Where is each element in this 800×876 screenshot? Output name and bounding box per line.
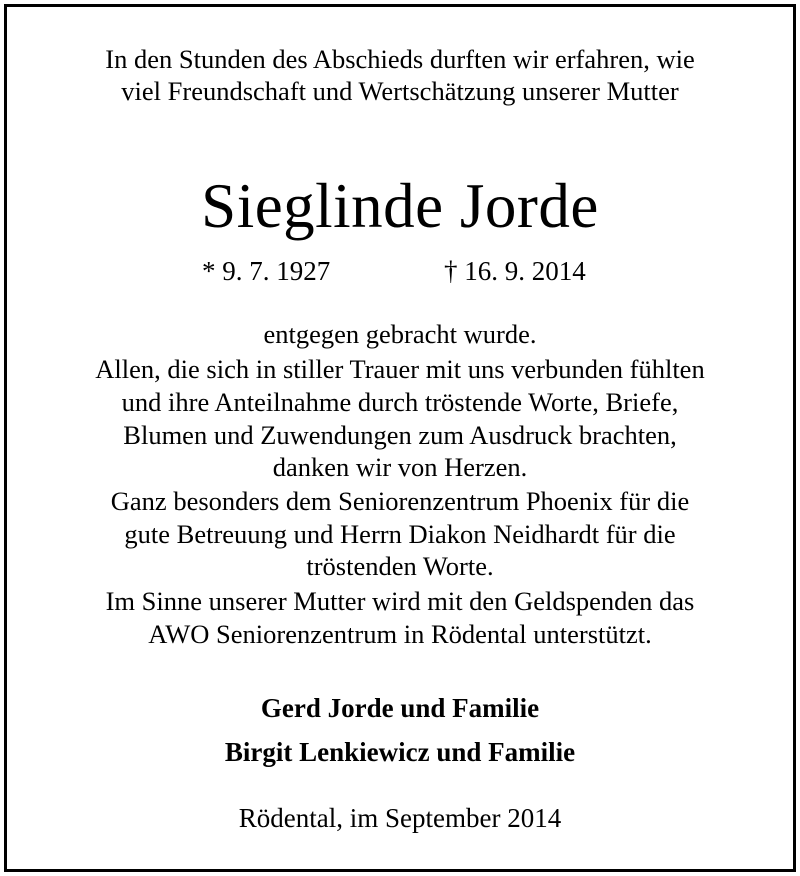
body-line: entgegen gebracht wurde.	[263, 319, 537, 349]
body-line: gute Betreuung und Herrn Diakon Neidhardt für die	[124, 519, 676, 549]
body-line: tröstenden Worte.	[306, 551, 494, 581]
signatory: Gerd Jorde und Familie	[260, 693, 540, 723]
body-line: Blumen und Zuwendungen zum Ausdruck brachten,	[123, 420, 677, 450]
death-date: † 16. 9. 2014	[444, 256, 586, 286]
intro-line: In den Stunden des Abschieds durften wir erfahren, wie	[105, 44, 695, 74]
body-line: AWO Seniorenzentrum in Rödental unterstützt.	[148, 619, 652, 649]
intro-line: viel Freundschaft und Wertschätzung unserer Mutter	[121, 76, 679, 106]
body-line: danken wir von Herzen.	[272, 452, 528, 482]
birth-date: * 9. 7. 1927	[202, 256, 331, 286]
obituary-notice	[4, 4, 796, 872]
place-and-date: Rödental, im September 2014	[238, 803, 562, 833]
body-line: Allen, die sich in stiller Trauer mit uns verbunden fühlten	[95, 354, 705, 384]
body-line: Im Sinne unserer Mutter wird mit den Geldspenden das	[105, 586, 695, 616]
deceased-name: Sieglinde Jorde	[201, 171, 599, 241]
body-line: und ihre Anteilnahme durch tröstende Worte, Briefe,	[121, 387, 679, 417]
signatory: Birgit Lenkiewicz und Familie	[224, 737, 576, 767]
body-line: Ganz besonders dem Seniorenzentrum Phoenix für die	[110, 486, 690, 516]
